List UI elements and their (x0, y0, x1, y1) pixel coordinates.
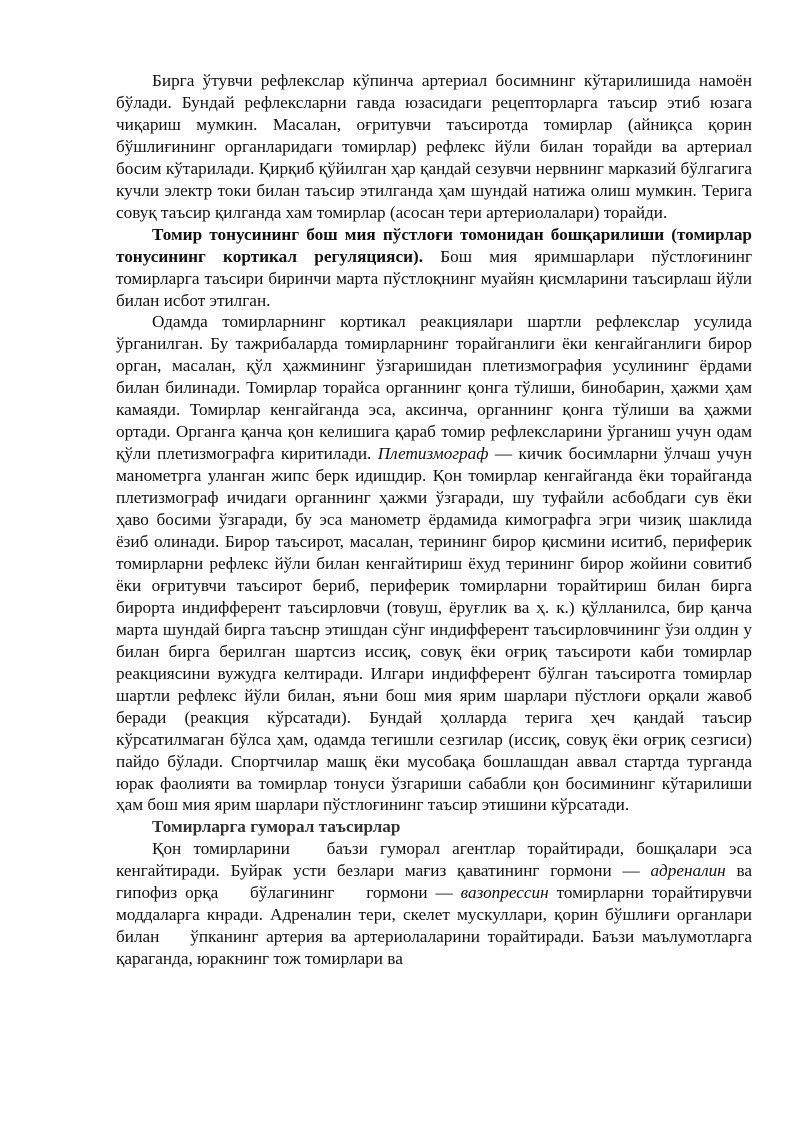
section-heading-humoral (116, 816, 752, 838)
document-page (116, 70, 770, 970)
paragraph-text: Бош мия яримшарлари пўстлоғининг томирларга таъсири биринчи марта пўстлоқнинг муайян қисмларини таъсирлаш йўли билан исбот этилган. (116, 246, 753, 310)
paragraph-reflexes (116, 70, 752, 224)
paragraph-text: томирларни торайтирувчи моддаларга кнради. Адреналин тери, скелет мускуллари, қорин бўшлиғи органлари билан ўпканинг артерия ва артериолаларини торайтиради. Баъзи маълумотларга қараганда, юракнинг тож томирлари ва (116, 883, 770, 969)
paragraph-cortical-regulation (116, 224, 752, 312)
paragraph-text: Бирга ўтувчи рефлекслар кўпинча артериал босимнинг кўтарилишида намоён бўлади. Бундай рефлексларни гавда юзасидаги рецепторларга таъсир этиб юзага чиқариш мумкин. Масалан, оғритувчи таъсиротда томирлар (айниқса қорин бўшлиғининг органларидаги томирлар) рефлекс йўли билан торайди ва артериал босим кўтарилади. Қирқиб қўйилган ҳар қандай сезувчи нервнинг марказий бўлгагига кучли электр токи билан таъсир этилганда ҳам шундай натижа олиш мумкин. Терига совуқ таъсир қилганда хам томирлар (асосан тери артериолалари) торайди. (116, 71, 752, 222)
heading-text: Томирларга гуморал таъсирлар (152, 817, 401, 837)
paragraph-text: — кичик босимларни ўлчаш учун манометрга уланган жипс берк идишдир. Қон томирлар кенгайганда ёки торайганда плетизмограф ичидаги органнинг ҳажми ўзгаради, шу туфайли асбобдаги сув ёки ҳаво босими ўзгаради, бу эса манометр ёрдамида кимографга эгри чизиқ шаклида ёзиб олинади. Бирор таъсирот, масалан, терининг бирор қисмини иситиб, периферик томирларни рефлекс йўли билан кенгайтириш ёхуд терининг бирор жойини совитиб ёки оғритувчи таъсирот бериб, периферик томирларни торайтириш билан бирга бирорта индифферент таъсирловчи (товуш, ёруғлик ва ҳ. к.) қўлланилса, бир қанча марта шундай бирга таъснр этишдан сўнг индифферент таъсирловчининг ўзи олдин у билан бирга берилган шартсиз иссиқ, совуқ ёки оғриқ таъсироти каби томирлар реакциясини вужудга келтиради. Илгари индифферент бўлган таъсиротга томирлар шартли рефлекс йўли билан, яъни бош мия ярим шарлари пўстлоғи орқали жавоб беради (реакция кўрсатади). Бундай ҳолларда терига ҳеч қандай таъсир кўрсатилмаган бўлса ҳам, одамда тегишли сезгилар (иссиқ, совуқ ёки оғриқ сезгиси) пайдо бўлади. Спортчилар машқ ёки мусобақа бошлашдан аввал стартда турганда юрак фаолияти ва томирлар тонуси ўзгариши сабабли қон босимининг кўтарилиши ҳам бош мия ярим шарлари пўстлоғининг таъсир этишини кўрсатади. (116, 444, 752, 815)
term-adrenaline: адреналин (650, 861, 726, 881)
term-plethysmograph: Плетизмограф (377, 444, 489, 464)
paragraph-text: Қон томирларини баъзи гуморал агентлар торайтиради, бошқалари эса кенгайтиради. Буйрак усти безлари мағиз қаватининг гормони — (116, 839, 757, 881)
section-title-cortical: Томир тонусининг бош мия пўстлоғи томонидан бошқарилиши (томирлар тонусининг кортикал регуляцияси). (116, 224, 752, 266)
paragraph-plethysmography (116, 311, 752, 816)
term-vasopressin: вазопрессин (460, 883, 549, 903)
paragraph-text: Одамда томирларнинг кортикал реакциялари шартли рефлекслар усулида ўрганилган. Бу тажрибаларда томирларнинг торайганлиги ёки кенгайганлиги бирор орган, масалан, қўл ҳажмининг ўзгаришидан плетизмография усулининг ёрдами билан билинади. Томирлар торайса органнинг қонга тўлиши, бинобарин, ҳажми ҳам камаяди. Томирлар кенгайганда эса, аксинча, органнинг қонга тўлиши ва ҳажми ортади. Органга қанча қон келишига қараб томир рефлексларини ўрганиш учун одам қўли плетизмографга киритилади. (116, 312, 752, 464)
paragraph-humoral (116, 838, 770, 970)
paragraph-text: ва гипофиз орқа бўлагининг гормони — (116, 861, 757, 903)
